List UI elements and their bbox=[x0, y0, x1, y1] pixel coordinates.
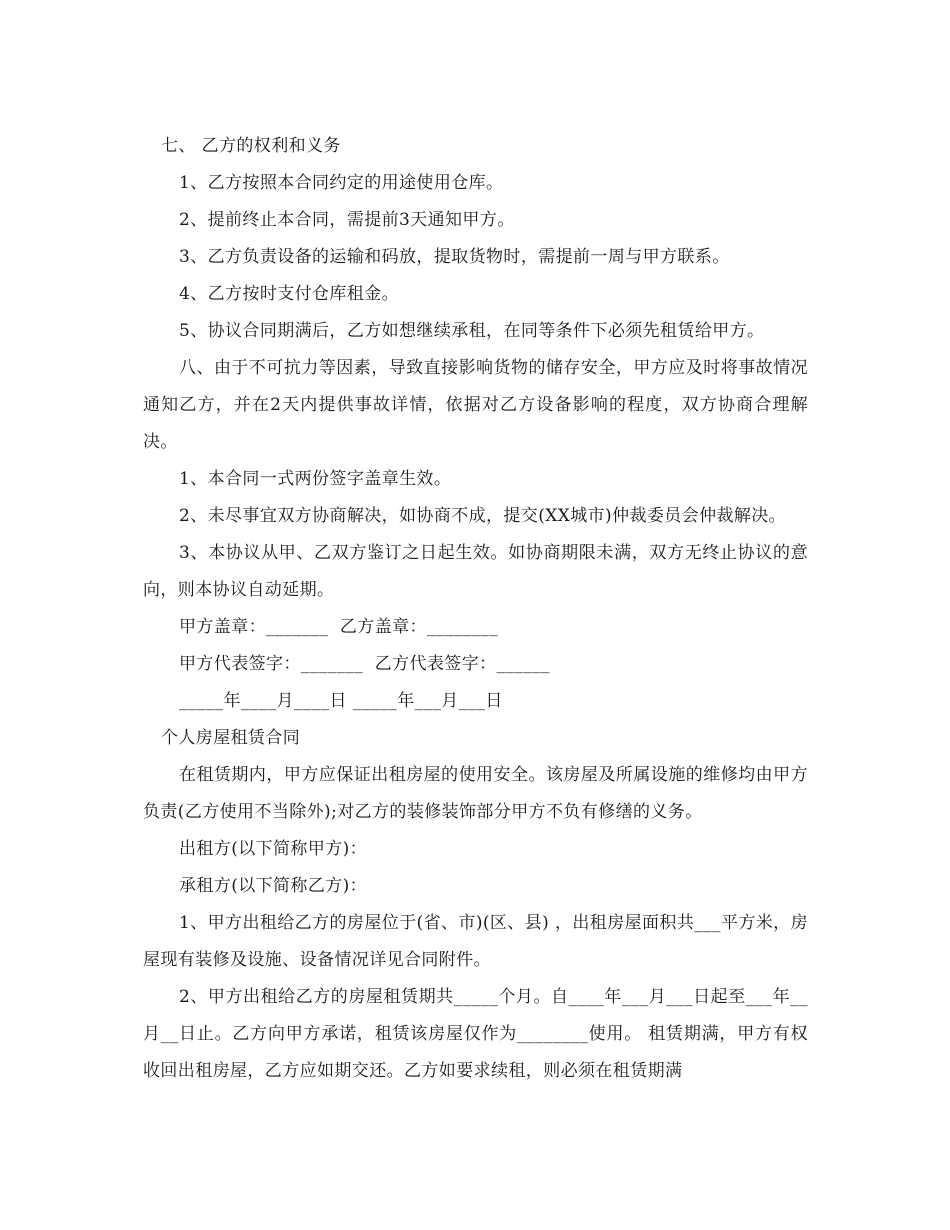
date-line: _____年____月____日 _____年___月___日 bbox=[179, 691, 503, 711]
final-item-3: 3、本协议从甲、乙双方鉴订之日起生效。如协商期限未满，双方无终止协议的意向，则本协议自动延期。 bbox=[143, 543, 808, 600]
section-8-paragraph: 八、由于不可抗力等因素，导致直接影响货物的储存安全，甲方应及时将事故情况通知乙方，并在2天内提供事故详情，依据对乙方设备影响的程度，双方协商合理解决。 bbox=[143, 358, 808, 452]
final-item-1: 1、本合同一式两份签字盖章生效。 bbox=[179, 469, 452, 489]
section-7-item-3: 3、乙方负责设备的运输和码放，提取货物时，需提前一周与甲方联系。 bbox=[179, 247, 730, 267]
house-item-1: 1、甲方出租给乙方的房屋位于(省、市)(区、县) ，出租房屋面积共___平方米，房屋现有装修及设施、设备情况详见合同附件。 bbox=[143, 913, 808, 970]
section-7-item-4: 4、乙方按时支付仓库租金。 bbox=[179, 284, 400, 304]
house-item-2: 2、甲方出租给乙方的房屋租赁期共_____个月。自____年___月___日起至___年__月__日止。乙方向甲方承诺，租赁该房屋仅作为________使用。 租赁期满，甲方有权收回出租房屋，乙方应如期交还。乙方如要求续租，则必须在租赁期满 bbox=[143, 987, 808, 1081]
maintenance-clause: 在租赁期内，甲方应保证出租房屋的使用安全。该房屋及所属设施的维修均由甲方负责(乙方使用不当除外);对乙方的装修装饰部分甲方不负有修缮的义务。 bbox=[143, 765, 808, 822]
final-item-2: 2、未尽事宜双方协商解决，如协商不成，提交(XX城市)仲裁委员会仲裁解决。 bbox=[179, 506, 787, 526]
second-contract-title: 个人房屋租赁合同 bbox=[161, 728, 301, 748]
seal-line: 甲方盖章：_______ 乙方盖章：________ bbox=[179, 617, 499, 637]
lessee-line: 承租方(以下简称乙方)： bbox=[179, 876, 368, 896]
section-7-item-2: 2、提前终止本合同，需提前3天通知甲方。 bbox=[179, 210, 515, 230]
section-7-item-1: 1、乙方按照本合同约定的用途使用仓库。 bbox=[179, 173, 504, 193]
section-7-item-5: 5、协议合同期满后，乙方如想继续承租，在同等条件下必须先租赁给甲方。 bbox=[179, 321, 765, 341]
document-page bbox=[143, 128, 808, 1090]
representative-signature-line: 甲方代表签字：_______ 乙方代表签字：______ bbox=[179, 654, 550, 674]
lessor-line: 出租方(以下简称甲方)： bbox=[179, 839, 368, 859]
section-7-heading: 七、 乙方的权利和义务 bbox=[161, 136, 341, 156]
